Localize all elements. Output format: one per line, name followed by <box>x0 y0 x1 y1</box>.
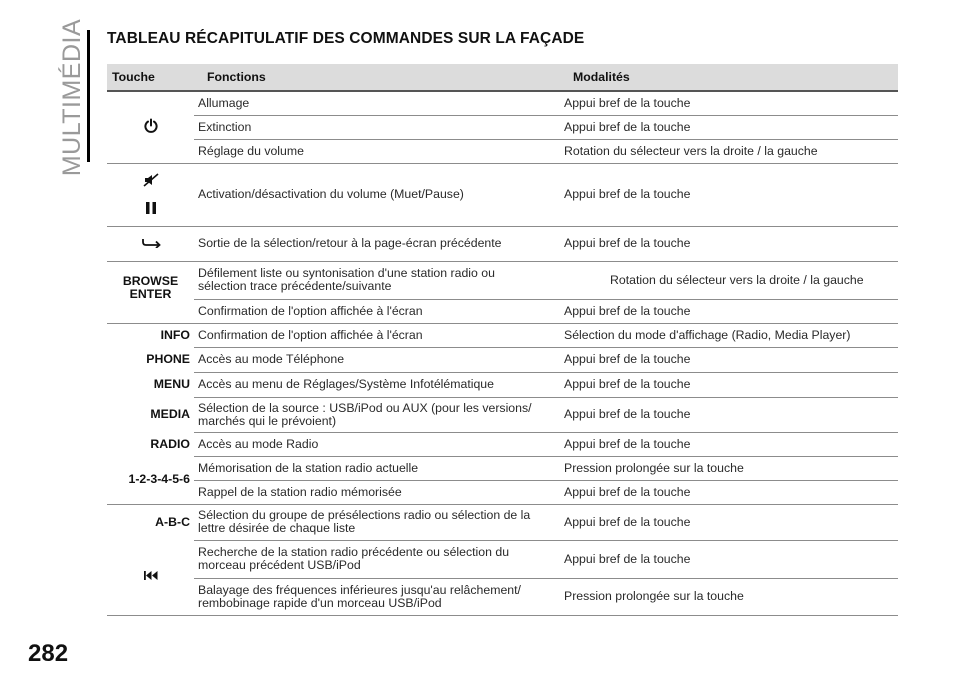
header-modes: Modalités <box>560 64 898 91</box>
function-cell: Allumage <box>194 91 560 115</box>
table-row <box>107 578 898 615</box>
key-label-browse: BROWSE <box>122 273 179 288</box>
function-line: sélection trace précédente/suivante <box>198 279 392 293</box>
key-label-enter: ENTER <box>129 286 172 301</box>
key-menu: MENU <box>153 377 190 391</box>
table-row <box>107 139 898 163</box>
page-title: TABLEAU RÉCAPITULATIF DES COMMANDES SUR LA FAÇADE <box>107 30 585 47</box>
key-mute-pause <box>107 163 194 226</box>
function-cell: Réglage du volume <box>194 139 560 163</box>
key-info: INFO <box>160 327 190 342</box>
table-row <box>107 115 898 139</box>
table-row <box>107 432 898 456</box>
mode-cell: Appui bref de la touche <box>560 504 898 540</box>
table-row <box>107 299 898 323</box>
function-line: Balayage des fréquences inférieures jusqu'au relâchement/ <box>198 582 521 597</box>
mode-cell: Appui bref de la touche <box>560 480 898 504</box>
table-row <box>107 504 898 540</box>
mode-cell: Rotation du sélecteur vers la droite / la gauche <box>560 261 898 299</box>
table-row <box>107 323 898 347</box>
table-row <box>107 540 898 578</box>
table-row <box>107 372 898 397</box>
mode-cell: Appui bref de la touche <box>560 540 898 578</box>
table-header-row <box>107 64 898 91</box>
function-line: rembobinage rapide d'un morceau USB/iPod <box>198 595 442 610</box>
function-line: lettre désirée de chaque liste <box>198 521 356 535</box>
function-line: Sélection de la source : USB/iPod ou AUX (pour les versions/ <box>198 400 532 415</box>
function-cell <box>194 540 560 578</box>
pause-icon <box>145 202 157 217</box>
mode-cell: Appui bref de la touche <box>560 163 898 226</box>
section-label-text: MULTIMÉDIA <box>58 18 87 176</box>
section-side-label <box>58 18 88 176</box>
mode-cell: Appui bref de la touche <box>560 299 898 323</box>
function-line: Défilement liste ou syntonisation d'une station radio ou <box>198 266 495 280</box>
back-arrow-icon <box>141 236 161 251</box>
mode-cell: Appui bref de la touche <box>560 432 898 456</box>
function-cell: Confirmation de l'option affichée à l'écran <box>194 323 560 347</box>
mode-cell: Appui bref de la touche <box>560 226 898 261</box>
mode-cell: Appui bref de la touche <box>560 347 898 372</box>
function-cell: Accès au mode Téléphone <box>194 347 560 372</box>
page-number: 282 <box>28 640 69 667</box>
function-line: morceau précédent USB/iPod <box>198 558 361 572</box>
mode-cell: Appui bref de la touche <box>560 372 898 397</box>
mode-cell: Sélection du mode d'affichage (Radio, Media Player) <box>560 323 898 347</box>
table-row <box>107 347 898 372</box>
function-cell: Mémorisation de la station radio actuelle <box>194 456 560 480</box>
table-row <box>107 480 898 504</box>
function-cell: Confirmation de l'option affichée à l'écran <box>194 299 560 323</box>
mode-cell: Appui bref de la touche <box>560 91 898 115</box>
table-row <box>107 163 898 226</box>
table-row <box>107 456 898 480</box>
key-browse-enter <box>107 261 194 323</box>
table-row <box>107 261 898 299</box>
function-cell <box>194 504 560 540</box>
key-previous <box>107 540 194 615</box>
header-functions: Fonctions <box>194 64 560 91</box>
function-cell: Activation/désactivation du volume (Muet/Pause) <box>194 163 560 226</box>
key-media: MEDIA <box>150 407 190 421</box>
function-cell: Accès au menu de Réglages/Système Infotélématique <box>194 372 560 397</box>
function-cell: Accès au mode Radio <box>194 432 560 456</box>
mode-cell: Appui bref de la touche <box>560 397 898 432</box>
table-row <box>107 91 898 115</box>
key-phone: PHONE <box>146 352 190 366</box>
function-line: Recherche de la station radio précédente ou sélection du <box>198 545 510 559</box>
mode-cell: Pression prolongée sur la touche <box>560 456 898 480</box>
controls-table <box>107 64 898 616</box>
function-cell <box>194 397 560 432</box>
key-presets: 1-2-3-4-5-6 <box>107 456 194 504</box>
mode-cell: Rotation du sélecteur vers la droite / la gauche <box>560 139 898 163</box>
mute-icon <box>143 173 159 190</box>
mode-cell: Pression prolongée sur la touche <box>560 578 898 615</box>
function-line: marchés qui le prévoient) <box>198 413 337 428</box>
function-line: Sélection du groupe de présélections radio ou sélection de la <box>198 508 531 522</box>
power-icon <box>143 118 159 137</box>
key-back <box>107 226 194 261</box>
key-power <box>107 91 194 163</box>
table-row <box>107 226 898 261</box>
function-cell <box>194 261 560 299</box>
function-cell: Sortie de la sélection/retour à la page-écran précédente <box>194 226 560 261</box>
key-radio: RADIO <box>150 436 190 451</box>
table-row <box>107 397 898 432</box>
function-cell: Rappel de la station radio mémorisée <box>194 480 560 504</box>
key-abc: A-B-C <box>155 514 190 529</box>
function-cell: Extinction <box>194 115 560 139</box>
mode-cell: Appui bref de la touche <box>560 115 898 139</box>
skip-previous-icon <box>144 570 158 583</box>
section-divider <box>87 30 90 162</box>
header-key: Touche <box>107 64 194 91</box>
function-cell <box>194 578 560 615</box>
